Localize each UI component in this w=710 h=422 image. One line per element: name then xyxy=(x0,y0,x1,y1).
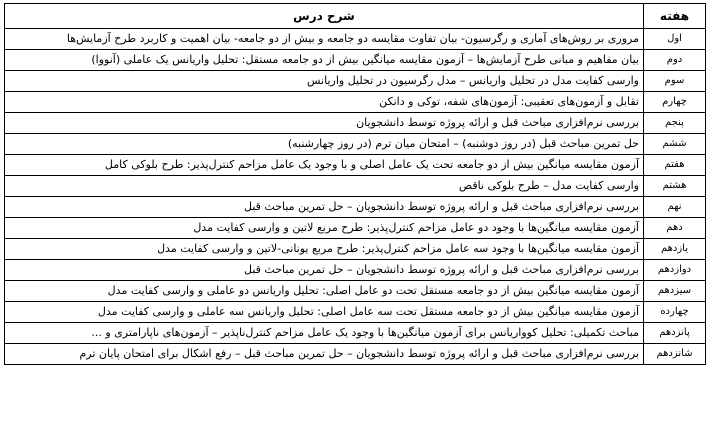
description-cell: وارسی کفایت مدل – طرح بلوکی ناقص xyxy=(5,176,644,197)
week-cell: هشتم xyxy=(644,176,706,197)
table-row xyxy=(5,197,706,218)
description-cell: مروری بر روش‌های آماری و رگرسیون- بیان تفاوت مقایسه دو جامعه و بیش از دو جامعه- بیان اهمیت و کاربرد طرح آزمایش‌ها xyxy=(5,29,644,50)
table-header-row xyxy=(5,4,706,29)
description-cell: بررسی نرم‌افزاری مباحث قبل و ارائه پروژه توسط دانشجویان – حل تمرین مباحث قبل xyxy=(5,260,644,281)
table-row xyxy=(5,71,706,92)
table-row xyxy=(5,113,706,134)
description-cell: بررسی نرم‌افزاری مباحث قبل و ارائه پروژه توسط دانشجویان – حل تمرین مباحث قبل – رفع اشکال برای امتحان پایان ترم xyxy=(5,344,644,365)
table-row xyxy=(5,323,706,344)
table-row xyxy=(5,239,706,260)
table-row xyxy=(5,176,706,197)
table-body xyxy=(5,29,706,365)
description-cell: وارسی کفایت مدل در تحلیل واریانس – مدل رگرسیون در تحلیل واریانس xyxy=(5,71,644,92)
week-cell: ششم xyxy=(644,134,706,155)
syllabus-table xyxy=(4,3,706,365)
week-cell: سوم xyxy=(644,71,706,92)
description-cell: آزمون مقایسه میانگین بیش از دو جامعه مستقل تحت دو عامل اصلی: تحلیل واریانس دو عاملی و وارسی کفایت مدل xyxy=(5,281,644,302)
description-cell: آزمون مقایسه میانگین بیش از دو جامعه تحت یک عامل اصلی و با وجود یک عامل مزاحم کنترل‌پذیر: طرح بلوکی کامل xyxy=(5,155,644,176)
week-cell: چهارده xyxy=(644,302,706,323)
week-cell: پنجم xyxy=(644,113,706,134)
week-cell: نهم xyxy=(644,197,706,218)
week-cell: یازدهم xyxy=(644,239,706,260)
description-cell: بیان مفاهیم و مبانی طرح آزمایش‌ها – آزمون مقایسه میانگین بیش از دو جامعه مستقل: تحلیل واریانس یک عاملی (آنووا) xyxy=(5,50,644,71)
description-cell: مباحث تکمیلی: تحلیل کوواریانس برای آزمون میانگین‌ها با وجود یک عامل مزاحم کنترل‌ناپذیر – آزمون‌های ناپارامتری و ... xyxy=(5,323,644,344)
description-cell: بررسی نرم‌افزاری مباحث قبل و ارائه پروژه توسط دانشجویان xyxy=(5,113,644,134)
description-column-header: شرح درس xyxy=(5,4,644,29)
description-cell: حل تمرین مباحث قبل (در روز دوشنبه) – امتحان میان ترم (در روز چهارشنبه) xyxy=(5,134,644,155)
table-row xyxy=(5,92,706,113)
table-row xyxy=(5,50,706,71)
week-cell: دوم xyxy=(644,50,706,71)
description-cell: آزمون مقایسه میانگین‌ها با وجود سه عامل مزاحم کنترل‌پذیر: طرح مربع یونانی-لاتین و وارسی کفایت مدل xyxy=(5,239,644,260)
week-cell: چهارم xyxy=(644,92,706,113)
description-cell: آزمون مقایسه میانگین بیش از دو جامعه مستقل تحت سه عامل اصلی: تحلیل واریانس سه عاملی و وارسی کفایت مدل xyxy=(5,302,644,323)
week-column-header: هفته xyxy=(644,4,706,29)
week-cell: دهم xyxy=(644,218,706,239)
description-cell: بررسی نرم‌افزاری مباحث قبل و ارائه پروژه توسط دانشجویان – حل تمرین مباحث قبل xyxy=(5,197,644,218)
syllabus-document xyxy=(4,3,705,365)
week-cell: دوازدهم xyxy=(644,260,706,281)
table-row xyxy=(5,281,706,302)
table-row xyxy=(5,134,706,155)
table-row xyxy=(5,302,706,323)
table-row xyxy=(5,29,706,50)
week-cell: سیزدهم xyxy=(644,281,706,302)
table-row xyxy=(5,344,706,365)
week-cell: پانزدهم xyxy=(644,323,706,344)
week-cell: شانزدهم xyxy=(644,344,706,365)
table-row xyxy=(5,218,706,239)
week-cell: اول xyxy=(644,29,706,50)
table-row xyxy=(5,155,706,176)
week-cell: هفتم xyxy=(644,155,706,176)
description-cell: آزمون مقایسه میانگین‌ها با وجود دو عامل مزاحم کنترل‌پذیر: طرح مربع لاتین و وارسی کفایت مدل xyxy=(5,218,644,239)
description-cell: تقابل و آزمون‌های تعقیبی: آزمون‌های شفه، توکی و دانکن xyxy=(5,92,644,113)
table-row xyxy=(5,260,706,281)
